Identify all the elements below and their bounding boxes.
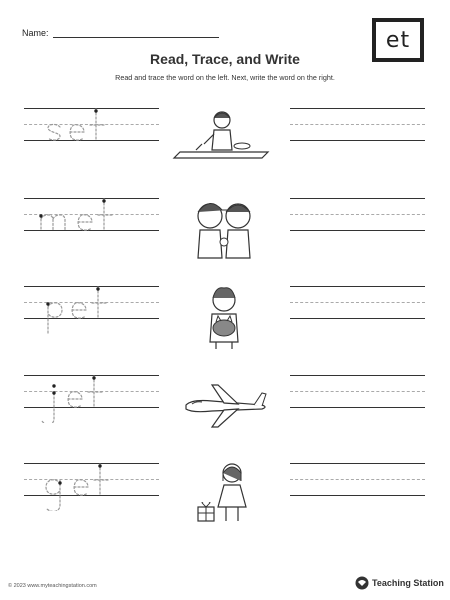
write-area[interactable] [290,375,425,423]
write-area[interactable] [290,108,425,156]
boy-holding-pet-cat-icon [172,286,276,350]
trace-area[interactable] [24,375,159,423]
trace-area[interactable] [24,463,159,511]
write-area[interactable] [290,286,425,334]
teaching-station-logo-icon [355,576,369,590]
traced-word-get [24,463,159,511]
traced-word-pet [24,286,159,334]
name-write-line[interactable] [53,29,219,38]
write-area[interactable] [290,198,425,246]
badge-text: et [376,22,420,58]
word-row [0,108,450,178]
trace-area[interactable] [24,108,159,156]
name-field [22,28,219,38]
trace-area[interactable] [24,198,159,246]
word-row [0,286,450,356]
copyright: © 2023 www.myteachingstation.com [8,583,97,589]
two-kids-meeting-icon [172,198,276,262]
page-title: Read, Trace, and Write [150,51,300,67]
instructions: Read and trace the word on the left. Next, write the word on the right. [115,73,335,82]
brand-name: Teaching Station [372,578,444,588]
name-label: Name: [22,28,49,38]
word-row [0,463,450,533]
brand-logo[interactable] [355,576,444,590]
traced-word-jet [24,375,159,423]
word-row [0,198,450,268]
jet-plane-icon [172,375,276,439]
trace-area[interactable] [24,286,159,334]
girl-getting-gift-icon [172,463,276,527]
girl-setting-table-icon [172,108,276,172]
traced-word-met [24,198,159,246]
write-area[interactable] [290,463,425,511]
traced-word-set [24,108,159,156]
word-row [0,375,450,445]
